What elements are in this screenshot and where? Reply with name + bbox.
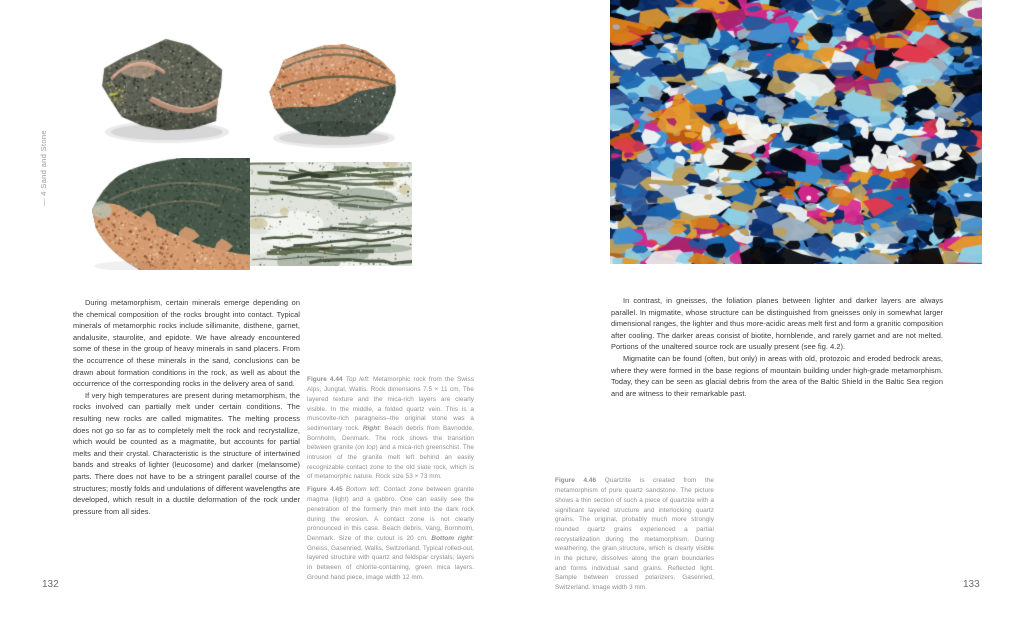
body-text-right (611, 295, 943, 399)
caption-figure-4-45: Figure 4.45 Bottom left: Contact zone between granite magma (light) and a gabbro. One can easily see the penetration of the formerly thin melt into the dark rock during the erosion. A contact zone is not clearly pronounced in this case. Beach debris, Vang, Bornholm, Denmark. Size of the cutout is 20 cm. Bottom right: Gneiss, Gasenried, Wallis, Switzerland. Typical rolled-out, layered structure with quartz and feldspar crystals; layers in between of chlorite-containing, green mica layers. Ground hand piece, image width 12 mm. (307, 486, 474, 581)
figure-micrograph-quartzite-thin-section (610, 0, 982, 264)
page-number-right: 133 (963, 579, 980, 590)
figure-photo-gneiss-closeup (250, 162, 412, 266)
page-number-left: 132 (42, 579, 59, 590)
right-paragraph-2: Migmatite can be found (often, but only) in areas with old, protozoic and eroded bedrock areas, where they were formed in the base regions of mountain building under high-grade metamorphism. Today, they can be seen as glacial debris from the area of the Baltic Shield in the Baltic Sea region and are witness to their remarkable past. (611, 353, 943, 398)
caption-figure-4-44: Figure 4.44 Top left: Metamorphic rock from the Swiss Alps, Jungtal, Wallis. Rock dimensions 7.5 × 11 cm. The layered texture and the mica-rich layers are clearly visible. In the middle, a folded quartz vein. This is a muscovite-rich paragneiss–the original stone was a sedimentary rock. Right: Beach debris from Bavnodde, Bornholm, Denmark. The rock shows the transition between granite (on top) and a mica-rich greenschist. The intrusion of the granite melt left behind an easily recognizable contact zone to the old slate rock, which is of metamorphic nature. Rock size 53 × 73 mm. (307, 376, 474, 481)
figure-photo-granite-greenschist-pebble (262, 37, 407, 149)
right-page (512, 0, 1024, 626)
left-paragraph-2: If very high temperatures are present during metamorphism, the rocks involved can partially melt under certain conditions. The resulting new rocks are called migmatites. The melting process does not go so far as to completely melt the rock and recrystallize, which would be counted as a magmatite, but accounts for partial melts and their crystal. Characteristic is the structure of intertwined bands and streaks of lighter (leucosome) and darker (melansome) parts. There does not have to be a stringent parallel course of the structures; mostly folds and undulations of different wavelengths are developed, which result in a ductile deformation of the rock under pressure from all sides. (73, 390, 300, 516)
caption-figure-4-46: Figure 4.46 Quartzite is created from the metamorphism of pure quartz sandstone. The picture shows a thin section of such a piece of quartzite with a significant layered structure and interlocking quartz grains. The original, probably much more strongly rounded quartz grains experienced a partial recrystallization during the metamorphism. During weathering, the grain structure, which is clearly visible in the picture, dissolves along the grain boundaries and forms individual sand grains. Reflected light. Sample between crossed polarizers. Gasenried, Switzerland. Image width 3 mm. (555, 477, 714, 592)
figure-photo-granite-gabbro-contact (92, 158, 250, 270)
figure-photo-paragneiss-rock (95, 33, 240, 145)
right-paragraph-1: In contrast, in gneisses, the foliation planes between lighter and darker layers are always parallel. In migmatite, whose structure can be distinguished from gneisses only in somewhat larger dimensional ranges, the lighter and thus more-acidic areas melt first and form a granitic composition after cooling. The darker areas consist of biotite, hornblende, and rarely garnet and are not melted. Portions of the unaltered source rock are usually present (see fig. 4.2). (611, 296, 943, 352)
chapter-sidebar-label: — 4 Sand and Stone (39, 130, 48, 206)
left-paragraph-1: During metamorphism, certain minerals emerge depending on the chemical composition of the rocks brought into contact. Typical minerals of metamorphic rocks include sillimanite, disthene, garnet, andalusite, staurolite, and epidote. We have already encountered some of these in the group of heavy minerals in sand placers. From the occurrence of these minerals in the sand, conclusions can be drawn about formation conditions in the rock, as well as about the occurrence of the corresponding rocks in the delivery area of sand. (73, 297, 413, 390)
